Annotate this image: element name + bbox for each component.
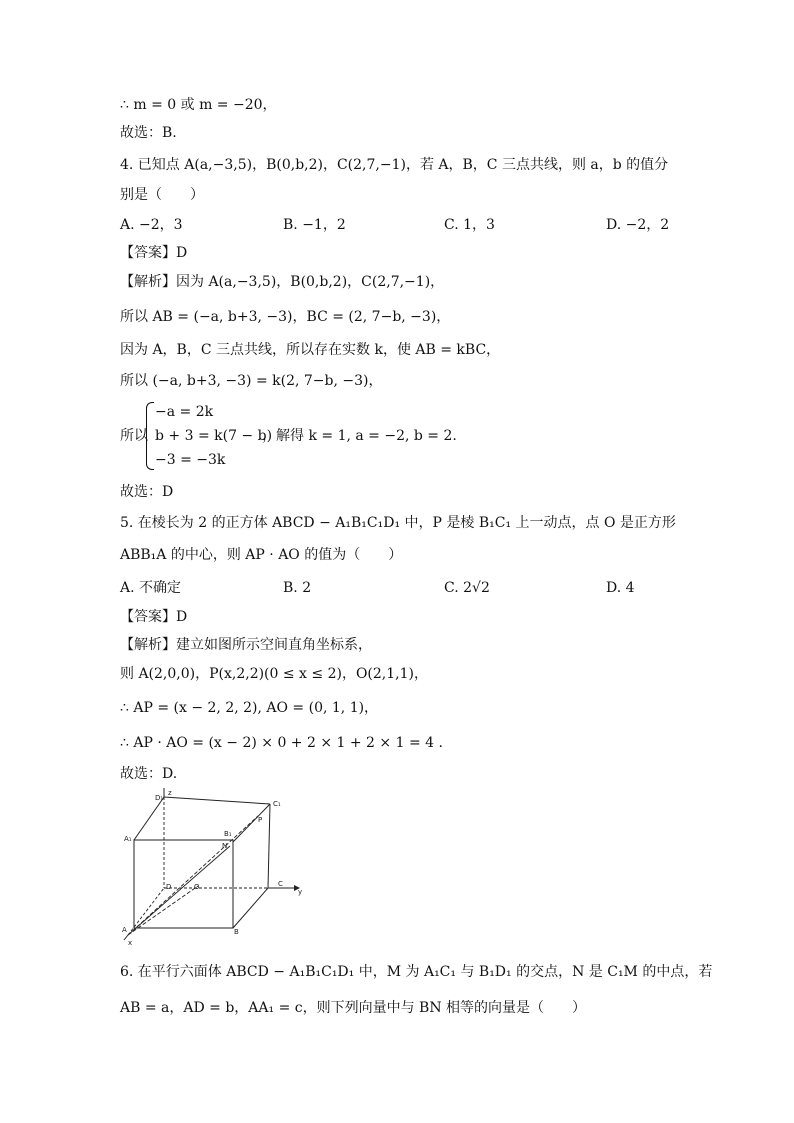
system-eq-3: −3 = −3k <box>155 452 226 468</box>
label-p: P <box>258 816 263 824</box>
q5-option-a: A. 不确定 <box>120 580 182 596</box>
q4-solution-4: 所以 (−a, b+3, −3) = k(2, 7−b, −3)， <box>120 373 383 389</box>
q5-option-d: D. 4 <box>606 580 635 596</box>
label-x-axis: x <box>128 939 133 947</box>
q4-solution-3: 因为 A，B，C 三点共线，所以存在实数 k，使 AB = kBC， <box>120 342 501 358</box>
label-n: N <box>222 842 228 850</box>
label-y-axis: y <box>298 888 303 896</box>
q4-answer: 【答案】D <box>120 245 188 261</box>
cube-coordinate-figure <box>118 788 308 948</box>
label-o: O <box>194 883 200 891</box>
q4-option-d: D. −2，2 <box>606 217 670 233</box>
label-c1: C₁ <box>273 800 281 808</box>
q4-solution-1: 【解析】因为 A(a,−3,5)，B(0,b,2)，C(2,7,−1)， <box>120 274 445 290</box>
q5-solution-4: ∴ AP · AO = (x − 2) × 0 + 2 × 1 + 2 × 1 = 4 . <box>120 735 443 751</box>
label-b: B <box>234 928 239 936</box>
label-a1: A₁ <box>124 835 132 843</box>
q4-stem-2: 别是（ ） <box>120 187 204 203</box>
q5-stem-2: ABB₁A 的中心，则 AP · AO 的值为（ ） <box>120 547 403 563</box>
q5-solution-2: 则 A(2,0,0)，P(x,2,2)(0 ≤ x ≤ 2)，O(2,1,1)， <box>120 666 428 682</box>
q5-solution-1: 【解析】建立如图所示空间直角坐标系， <box>120 637 372 653</box>
q4-solution-2: 所以 AB = (−a, b+3, −3)，BC = (2, 7−b, −3)， <box>120 309 451 325</box>
q4-option-a: A. −2，3 <box>120 217 183 233</box>
label-d: D <box>166 883 172 891</box>
q4-option-b: B. −1，2 <box>283 217 346 233</box>
q6-stem-1: 6. 在平行六面体 ABCD − A₁B₁C₁D₁ 中，M 为 A₁C₁ 与 B₁D₁ 的交点，N 是 C₁M 的中点，若 <box>120 964 713 980</box>
q5-final-choice: 故选：D. <box>120 766 178 782</box>
q5-answer: 【答案】D <box>120 609 188 625</box>
q4-option-c: C. 1，3 <box>444 217 495 233</box>
label-b1: B₁ <box>224 830 232 838</box>
q5-stem-1: 5. 在棱长为 2 的正方体 ABCD − A₁B₁C₁D₁ 中，P 是棱 B₁C₁ 上一动点，点 O 是正方形 <box>120 515 676 531</box>
q5-option-c: C. 2√2 <box>444 580 490 596</box>
label-d1: D₁ <box>155 794 164 802</box>
system-eq-2: b + 3 = k(7 − b) <box>155 428 273 444</box>
q4-stem-1: 4. 已知点 A(a,−3,5)，B(0,b,2)，C(2,7,−1)，若 A，B，C 三点共线，则 a，b 的值分 <box>120 157 669 173</box>
equation-system-brace <box>146 402 154 470</box>
q4-final-choice: 故选：D <box>120 484 174 500</box>
label-c: C <box>278 880 283 888</box>
q4-solution-5-suffix: ，解得 k = 1, a = −2, b = 2. <box>262 428 457 444</box>
q4-solution-5-prefix: 所以 <box>120 428 148 444</box>
q5-option-b: B. 2 <box>283 580 312 596</box>
label-a: A <box>122 926 127 934</box>
q6-stem-2: AB = a，AD = b，AA₁ = c，则下列向量中与 BN 相等的向量是（ ） <box>120 1000 587 1016</box>
label-z-axis: z <box>168 789 172 797</box>
q5-solution-3: ∴ AP = (x − 2, 2, 2), AO = (0, 1, 1)， <box>120 700 379 716</box>
line-choice-b: 故选：B. <box>120 125 177 141</box>
line-m-result: ∴ m = 0 或 m = −20， <box>120 97 277 113</box>
system-eq-1: −a = 2k <box>155 404 214 420</box>
